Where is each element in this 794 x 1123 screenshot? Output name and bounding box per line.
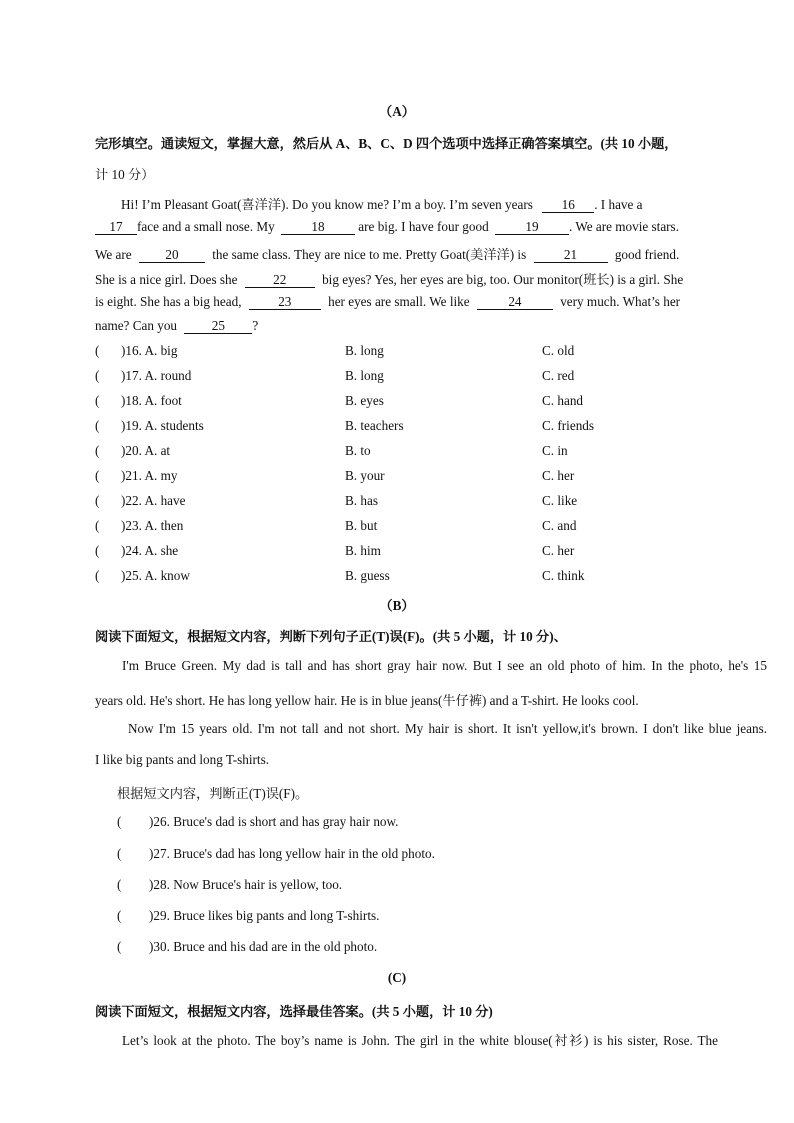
passage-line: name? Can you 25 ? bbox=[95, 318, 259, 333]
question-17: ( )17. A. round bbox=[95, 368, 192, 383]
section-a-heading: （A） bbox=[379, 104, 415, 119]
question-18: ( )18. A. foot bbox=[95, 393, 182, 408]
option-b: B. long bbox=[345, 343, 384, 358]
section-b-paragraph-line: I like big pants and long T-shirts. bbox=[95, 752, 269, 767]
option-c: C. think bbox=[542, 568, 585, 583]
tf-question-27: ( )27. Bruce's dad has long yellow hair in the old photo. bbox=[117, 846, 435, 861]
option-b: B. has bbox=[345, 493, 378, 508]
option-c: C. red bbox=[542, 368, 575, 383]
blank-19: 19 bbox=[495, 220, 569, 235]
passage-line: is eight. She has a big head, 23 her eyes are small. We like 24 very much. What’s her bbox=[95, 294, 681, 309]
section-b-paragraph-line: Now I'm 15 years old. I'm not tall and not short. My hair is short. It isn't yellow,it's brown. I don't like blue jeans. bbox=[128, 721, 767, 736]
question-24: ( )24. A. she bbox=[95, 543, 179, 558]
option-b: B. teachers bbox=[345, 418, 404, 433]
option-c: C. her bbox=[542, 468, 575, 483]
option-b: B. your bbox=[345, 468, 385, 483]
section-b-sub-instruction: 根据短文内容，判断正(T)误(F)。 bbox=[117, 786, 309, 801]
tf-question-28: ( )28. Now Bruce's hair is yellow, too. bbox=[117, 877, 343, 892]
blank-22: 22 bbox=[245, 273, 315, 288]
section-b-heading: （B） bbox=[379, 598, 415, 613]
blank-21: 21 bbox=[534, 248, 608, 263]
section-c-heading: (C) bbox=[387, 970, 407, 985]
section-c-instruction: 阅读下面短文，根据短文内容，选择最佳答案。(共 5 小题，计 10 分) bbox=[95, 1004, 493, 1019]
option-b: B. eyes bbox=[345, 393, 384, 408]
section-b-paragraph-line: I'm Bruce Green. My dad is tall and has short gray hair now. But I see an old photo of him. In the photo, he's 15 bbox=[122, 658, 767, 673]
question-21: ( )21. A. my bbox=[95, 468, 178, 483]
blank-18: 18 bbox=[281, 220, 355, 235]
option-b: B. but bbox=[345, 518, 378, 533]
option-c: C. in bbox=[542, 443, 568, 458]
question-22: ( )22. A. have bbox=[95, 493, 186, 508]
option-c: C. like bbox=[542, 493, 578, 508]
option-c: C. old bbox=[542, 343, 575, 358]
blank-25: 25 bbox=[184, 319, 252, 334]
question-20: ( )20. A. at bbox=[95, 443, 171, 458]
section-b-paragraph-line: years old. He's short. He has long yellow hair. He is in blue jeans(牛仔裤) and a T-shirt. He looks cool. bbox=[95, 693, 639, 708]
blank-16: 16 bbox=[542, 198, 594, 213]
blank-17: 17 bbox=[95, 220, 137, 235]
blank-23: 23 bbox=[249, 295, 321, 310]
tf-question-26: ( )26. Bruce's dad is short and has gray hair now. bbox=[117, 814, 399, 829]
section-a-instruction: 完形填空。通读短文，掌握大意，然后从 A、B、C、D 四个选项中选择正确答案填空。(共 10 小题， bbox=[95, 136, 678, 151]
blank-20: 20 bbox=[139, 248, 205, 263]
question-25: ( )25. A. know bbox=[95, 568, 190, 583]
option-b: B. long bbox=[345, 368, 384, 383]
passage-line: Hi! I’m Pleasant Goat(喜洋洋). Do you know me? I’m a boy. I’m seven years 16 . I have a bbox=[121, 197, 643, 212]
option-b: B. to bbox=[345, 443, 371, 458]
blank-24: 24 bbox=[477, 295, 553, 310]
option-c: C. and bbox=[542, 518, 577, 533]
question-23: ( )23. A. then bbox=[95, 518, 184, 533]
option-c: C. hand bbox=[542, 393, 584, 408]
passage-line: We are 20 the same class. They are nice to me. Pretty Goat(美洋洋) is 21 good friend. bbox=[95, 247, 680, 262]
section-c-paragraph-line: Let’s look at the photo. The boy’s name is John. The girl in the white blouse(衬衫) is his sister, Rose. The bbox=[122, 1033, 718, 1048]
option-b: B. guess bbox=[345, 568, 390, 583]
section-b-instruction: 阅读下面短文，根据短文内容，判断下列句子正(T)误(F)。(共 5 小题，计 10 分)、 bbox=[95, 629, 567, 644]
section-a-instruction-cont: 计 10 分） bbox=[95, 167, 155, 182]
question-16: ( )16. A. big bbox=[95, 343, 178, 358]
tf-question-29: ( )29. Bruce likes big pants and long T-shirts. bbox=[117, 908, 380, 923]
passage-line: 17 face and a small nose. My 18 are big. I have four good 19 . We are movie stars. bbox=[95, 219, 679, 235]
passage-line: She is a nice girl. Does she 22 big eyes? Yes, her eyes are big, too. Our monitor(班长) is a girl. She bbox=[95, 272, 684, 287]
option-c: C. her bbox=[542, 543, 575, 558]
option-b: B. him bbox=[345, 543, 381, 558]
question-19: ( )19. A. students bbox=[95, 418, 204, 433]
option-c: C. friends bbox=[542, 418, 595, 433]
tf-question-30: ( )30. Bruce and his dad are in the old photo. bbox=[117, 939, 378, 954]
